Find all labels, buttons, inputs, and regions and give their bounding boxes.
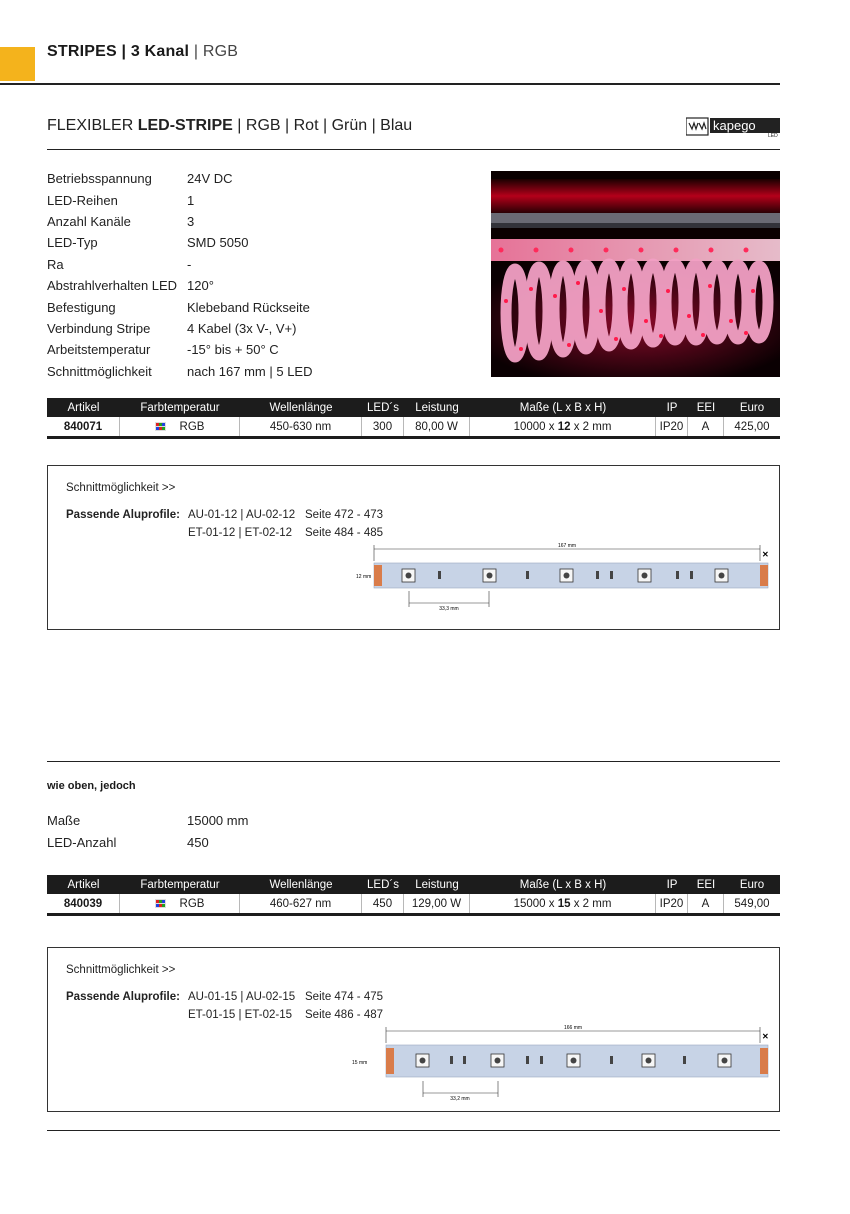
- title-divider: [47, 149, 780, 150]
- spec-row: LED-Anzahl 450: [47, 834, 209, 850]
- section-channel: | 3 Kanal: [121, 43, 190, 60]
- svg-text:15 mm: 15 mm: [352, 1060, 368, 1066]
- svg-text:167 mm: 167 mm: [557, 543, 577, 549]
- product-table-1: [47, 398, 780, 439]
- cutting-info-box-2: Schnittmöglichkeit >> Passende Aluprofile: AU-01-15 | AU-02-15 Seite 474 - 475 ET-01-15 | ET-02-15 Seite 486 - 487 166 mm ✕ 15 mm 33,2 mm: [47, 947, 780, 1112]
- spec-row: Schnittmöglichkeit nach 167 mm | 5 LED: [47, 363, 313, 379]
- svg-text:✕: ✕: [762, 1032, 769, 1041]
- article-number: 840039: [47, 894, 120, 913]
- variant-spec-list: [47, 810, 248, 853]
- accent-tab: [0, 47, 35, 81]
- title-suffix: | RGB | Rot | Grün | Blau: [237, 117, 413, 134]
- spec-list: [47, 168, 313, 382]
- spec-row: Verbindung Stripe 4 Kabel (3x V-, V+): [47, 320, 297, 336]
- product-table-2: [47, 875, 780, 916]
- variant-heading: wie oben, jedoch: [47, 780, 136, 792]
- svg-text:166 mm: 166 mm: [563, 1025, 583, 1031]
- spec-row: Befestigung Klebeband Rückseite: [47, 299, 310, 315]
- article-number: 840071: [47, 417, 120, 436]
- spec-row: Arbeitstemperatur -15° bis + 50° C: [47, 342, 279, 358]
- section-divider: [47, 761, 780, 762]
- title-bold: LED-STRIPE: [137, 117, 233, 134]
- header-divider: [0, 83, 780, 85]
- title-prefix: FLEXIBLER: [47, 117, 134, 134]
- spec-row: Abstrahlverhalten LED 120°: [47, 278, 214, 294]
- section-rgb: | RGB: [193, 43, 239, 60]
- table-row: 840039 RGB 460-627 nm 450 129,00 W 15000 x 15 x 2 mm IP20 A 549,00: [47, 894, 780, 916]
- strip-diagram-2: [338, 1021, 774, 1103]
- svg-text:33,3 mm: 33,3 mm: [439, 606, 459, 612]
- strip-diagram-1: [338, 539, 774, 619]
- spec-row: Maße 15000 mm: [47, 813, 249, 829]
- cutting-info-box-1: Schnittmöglichkeit >> Passende Aluprofile: AU-01-12 | AU-02-12 Seite 472 - 473 ET-01-12 | ET-02-12 Seite 484 - 485 167 mm ✕ 12 mm 33,3 mm: [47, 465, 780, 630]
- svg-text:12 mm: 12 mm: [356, 574, 372, 580]
- kapego-logo: [686, 117, 780, 137]
- table-header: Artikel Farbtemperatur Wellenlänge LED´s Leistung Maße (L x B x H) IP EEI Euro: [47, 398, 780, 417]
- table-header: Artikel Farbtemperatur Wellenlänge LED´s Leistung Maße (L x B x H) IP EEI Euro: [47, 875, 780, 894]
- spec-row: Anzahl Kanäle 3: [47, 213, 195, 229]
- rgb-icon: [155, 899, 166, 908]
- spec-row: Ra -: [47, 256, 192, 272]
- svg-text:✕: ✕: [762, 550, 769, 559]
- product-photo: [491, 171, 780, 377]
- section-title: [47, 43, 238, 61]
- svg-text:kapego: kapego: [713, 118, 756, 133]
- rgb-icon: [155, 422, 166, 431]
- table-row: 840071 RGB 450-630 nm 300 80,00 W 10000 x 12 x 2 mm IP20 A 425,00: [47, 417, 780, 439]
- product-title: [47, 117, 412, 135]
- spec-row: LED-Reihen 1: [47, 192, 195, 208]
- footer-divider: [47, 1130, 780, 1131]
- section-stripes: STRIPES: [47, 43, 117, 60]
- spec-row: LED-Typ SMD 5050: [47, 235, 249, 251]
- spec-row: Betriebsspannung 24V DC: [47, 171, 233, 187]
- svg-text:LED: LED: [768, 133, 778, 137]
- svg-text:33,2 mm: 33,2 mm: [450, 1096, 470, 1102]
